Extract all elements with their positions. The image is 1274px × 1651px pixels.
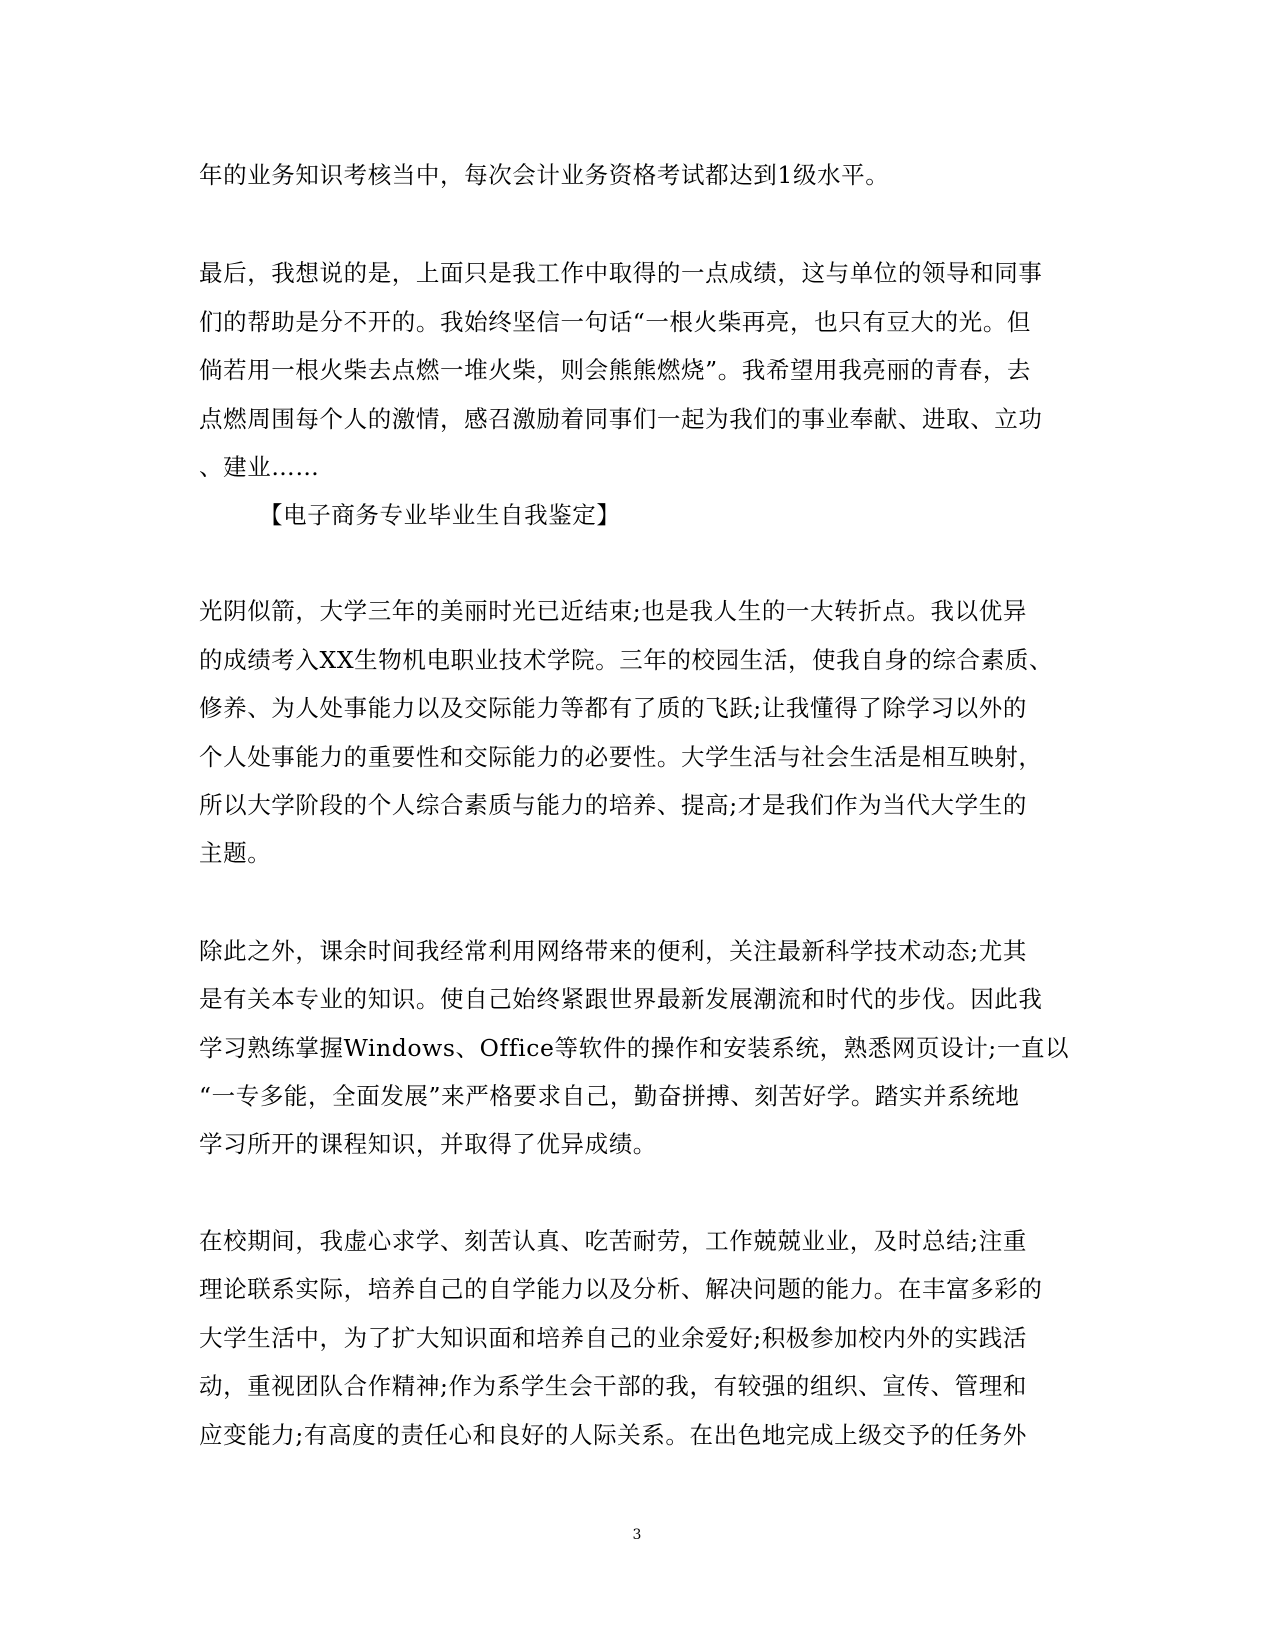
paragraph-line: 所以大学阶段的个人综合素质与能力的培养、提高;才是我们作为当代大学生的 bbox=[199, 791, 1027, 819]
paragraph-line: 应变能力;有高度的责任心和良好的人际关系。在出色地完成上级交予的任务外 bbox=[199, 1421, 1027, 1449]
paragraph-line: 、建业…… bbox=[199, 453, 320, 481]
paragraph-line: 学习熟练掌握Windows、Office等软件的操作和安装系统，熟悉网页设计;一直以 bbox=[199, 1034, 1070, 1062]
paragraph-line: 点燃周围每个人的激情，感召激励着同事们一起为我们的事业奉献、进取、立功 bbox=[199, 405, 1043, 433]
paragraph-line: 大学生活中，为了扩大知识面和培养自己的业余爱好;积极参加校内外的实践活 bbox=[199, 1324, 1027, 1352]
section-heading: 【电子商务专业毕业生自我鉴定】 bbox=[259, 501, 621, 529]
paragraph-line: 在校期间，我虚心求学、刻苦认真、吃苦耐劳，工作兢兢业业，及时总结;注重 bbox=[199, 1227, 1027, 1255]
paragraph-line: 是有关本专业的知识。使自己始终紧跟世界最新发展潮流和时代的步伐。因此我 bbox=[199, 985, 1043, 1013]
paragraph-line: 倘若用一根火柴去点燃一堆火柴，则会熊熊燃烧”。我希望用我亮丽的青春，去 bbox=[199, 356, 1032, 384]
paragraph-line: 理论联系实际，培养自己的自学能力以及分析、解决问题的能力。在丰富多彩的 bbox=[199, 1275, 1043, 1303]
paragraph-line: 年的业务知识考核当中，每次会计业务资格考试都达到1级水平。 bbox=[199, 161, 890, 189]
page-number: 3 bbox=[632, 1527, 642, 1543]
paragraph-line: 个人处事能力的重要性和交际能力的必要性。大学生活与社会生活是相互映射， bbox=[199, 743, 1043, 771]
paragraph-line: 修养、为人处事能力以及交际能力等都有了质的飞跃;让我懂得了除学习以外的 bbox=[199, 694, 1027, 722]
paragraph-line: 学习所开的课程知识，并取得了优异成绩。 bbox=[199, 1130, 657, 1158]
paragraph-line: 除此之外，课余时间我经常利用网络带来的便利，关注最新科学技术动态;尤其 bbox=[199, 937, 1027, 965]
paragraph-line: 主题。 bbox=[199, 839, 272, 867]
paragraph-line: 们的帮助是分不开的。我始终坚信一句话“一根火柴再亮，也只有豆大的光。但 bbox=[199, 308, 1032, 336]
paragraph-line: 动，重视团队合作精神;作为系学生会干部的我，有较强的组织、宣传、管理和 bbox=[199, 1372, 1027, 1400]
paragraph-line: “一专多能，全面发展”来严格要求自己，勤奋拼搏、刻苦好学。踏实并系统地 bbox=[199, 1082, 1020, 1110]
paragraph-line: 的成绩考入XX生物机电职业技术学院。三年的校园生活，使我自身的综合素质、 bbox=[199, 646, 1054, 674]
paragraph-line: 光阴似箭，大学三年的美丽时光已近结束;也是我人生的一大转折点。我以优异 bbox=[199, 597, 1027, 625]
paragraph-line: 最后，我想说的是，上面只是我工作中取得的一点成绩，这与单位的领导和同事 bbox=[199, 259, 1043, 287]
